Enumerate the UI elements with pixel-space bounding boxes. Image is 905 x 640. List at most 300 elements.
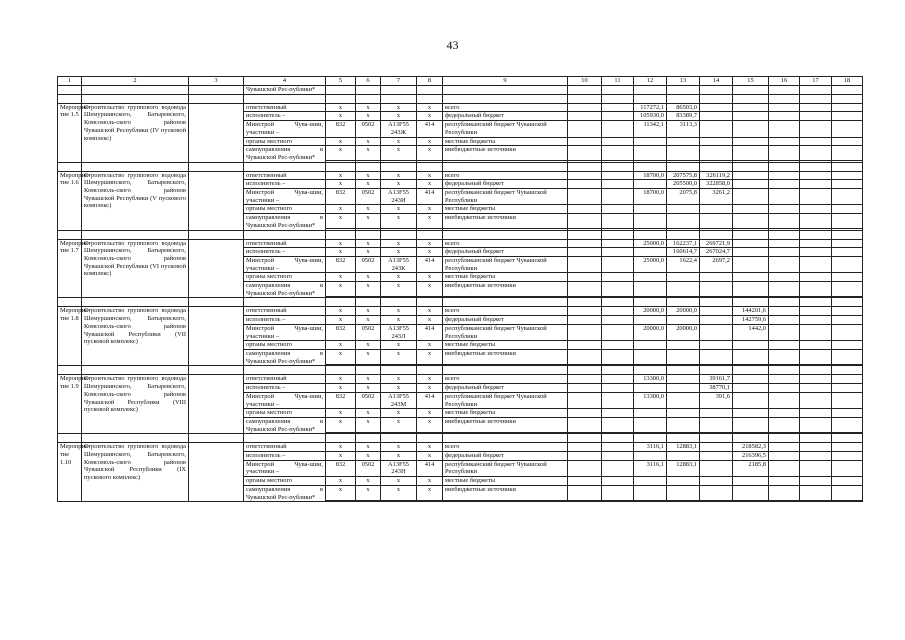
empty-cell	[800, 452, 832, 461]
empty-cell	[769, 282, 800, 297]
table-cell: x	[381, 282, 417, 297]
empty-cell	[634, 417, 667, 432]
table-cell: 0502	[356, 460, 381, 476]
table-cell: x	[356, 146, 381, 161]
empty-cell	[769, 443, 800, 452]
empty-cell	[667, 477, 700, 486]
empty-cell	[832, 146, 863, 161]
table-cell: x	[326, 417, 356, 432]
empty-cell	[769, 409, 800, 418]
table-cell: x	[417, 307, 443, 316]
table-cell: x	[326, 146, 356, 161]
table-cell	[667, 452, 700, 461]
empty-cell	[568, 434, 602, 443]
table-cell: x	[356, 103, 381, 112]
empty-cell	[700, 434, 733, 443]
empty-cell	[800, 189, 832, 205]
executor-line: исполнитель –	[244, 384, 326, 393]
table-cell	[700, 324, 733, 340]
table-cell: x	[381, 248, 417, 257]
empty-cell	[634, 366, 667, 375]
empty-cell	[667, 485, 700, 500]
table-cell: 25000,0	[634, 239, 667, 248]
source-republic: республиканский бюджет Чувашской Республики	[443, 392, 568, 408]
empty-cell	[769, 256, 800, 272]
empty-cell	[602, 214, 634, 229]
empty-cell	[733, 349, 769, 364]
empty-cell	[832, 205, 863, 214]
table-cell: x	[381, 171, 417, 180]
table-cell: 1442,0	[733, 324, 769, 340]
empty-cell	[568, 366, 602, 375]
table-cell	[733, 180, 769, 189]
empty-cell	[832, 409, 863, 418]
source-total: всего	[443, 239, 568, 248]
table-cell	[733, 248, 769, 257]
table-cell: 3116,1	[634, 443, 667, 452]
executor-line: исполнитель –	[244, 452, 326, 461]
empty-cell	[832, 256, 863, 272]
executor-line: ответственный	[244, 375, 326, 384]
executor-line: Минстрой Чува-шии, участники –	[244, 256, 326, 272]
empty-cell	[769, 103, 800, 112]
executor-line: органы местного	[244, 273, 326, 282]
empty-cell	[733, 485, 769, 500]
table-cell: x	[356, 112, 381, 121]
table-cell: 216396,5	[733, 452, 769, 461]
table-cell: x	[381, 375, 417, 384]
empty-cell	[568, 409, 602, 418]
empty-cell	[700, 366, 733, 375]
empty-cell	[667, 298, 700, 307]
empty-cell	[733, 214, 769, 229]
table-cell: x	[356, 273, 381, 282]
table-cell	[700, 121, 733, 137]
table-cell: x	[326, 180, 356, 189]
empty-cell	[189, 171, 244, 230]
empty-cell	[634, 273, 667, 282]
empty-cell	[832, 171, 863, 180]
empty-cell	[568, 103, 602, 112]
table-cell: x	[356, 485, 381, 500]
empty-cell	[568, 485, 602, 500]
empty-cell	[602, 417, 634, 432]
table-cell: x	[381, 180, 417, 189]
empty-cell	[568, 146, 602, 161]
table-cell: x	[356, 409, 381, 418]
empty-cell	[800, 384, 832, 393]
table-cell: x	[326, 477, 356, 486]
empty-cell	[667, 146, 700, 161]
empty-cell	[832, 434, 863, 443]
empty-cell	[602, 230, 634, 239]
column-number: 12	[634, 77, 667, 86]
empty-cell	[800, 230, 832, 239]
table-cell: 207575,8	[667, 171, 700, 180]
empty-cell	[769, 485, 800, 500]
empty-cell	[634, 298, 667, 307]
empty-cell	[634, 205, 667, 214]
spacer-row	[58, 298, 863, 307]
empty-cell	[634, 162, 667, 171]
empty-cell	[602, 375, 634, 384]
empty-cell	[602, 94, 634, 103]
table-cell: 38770,1	[700, 384, 733, 393]
empty-cell	[381, 434, 417, 443]
table-cell: x	[356, 452, 381, 461]
table-cell: x	[417, 443, 443, 452]
empty-cell	[381, 500, 417, 502]
empty-cell	[832, 248, 863, 257]
table-cell: 2075,8	[667, 189, 700, 205]
empty-cell	[58, 94, 82, 103]
table-cell: 12883,1	[667, 443, 700, 452]
empty-cell	[769, 452, 800, 461]
table-cell: x	[381, 146, 417, 161]
table-cell	[634, 316, 667, 325]
table-cell: 269721,9	[700, 239, 733, 248]
table-cell: x	[326, 349, 356, 364]
empty-cell	[800, 214, 832, 229]
executor-line: самоуправления в Чувашской Рес-публики*	[244, 349, 326, 365]
empty-cell	[733, 137, 769, 146]
table-cell: x	[356, 137, 381, 146]
empty-cell	[733, 341, 769, 350]
empty-cell	[58, 230, 82, 239]
column-number: 18	[832, 77, 863, 86]
empty-cell	[800, 103, 832, 112]
table-cell: x	[326, 485, 356, 500]
table-cell: x	[326, 103, 356, 112]
table-cell: 11342,1	[634, 121, 667, 137]
table-cell: 117272,1	[634, 103, 667, 112]
empty-cell	[356, 162, 381, 171]
empty-cell	[568, 189, 602, 205]
empty-cell	[832, 137, 863, 146]
empty-cell	[634, 146, 667, 161]
empty-cell	[443, 230, 568, 239]
table-cell: 20000,0	[634, 324, 667, 340]
empty-cell	[634, 485, 667, 500]
empty-cell	[568, 112, 602, 121]
table-cell: x	[356, 214, 381, 229]
table-cell	[733, 384, 769, 393]
empty-cell	[602, 409, 634, 418]
table-cell: 391,6	[700, 392, 733, 408]
empty-cell	[568, 375, 602, 384]
empty-cell	[832, 94, 863, 103]
continuation-row	[58, 86, 863, 95]
event-row-total	[58, 239, 863, 248]
empty-cell	[832, 298, 863, 307]
table-cell: 832	[326, 392, 356, 408]
empty-cell	[800, 477, 832, 486]
table-cell: 2697,2	[700, 256, 733, 272]
empty-cell	[568, 417, 602, 432]
table-cell: x	[417, 375, 443, 384]
empty-cell	[733, 282, 769, 297]
empty-cell	[443, 162, 568, 171]
executor-line: Минстрой Чува-шии, участники –	[244, 324, 326, 340]
empty-cell	[326, 94, 356, 103]
table-cell: 832	[326, 189, 356, 205]
table-cell: x	[356, 205, 381, 214]
empty-cell	[82, 94, 189, 103]
empty-cell	[634, 230, 667, 239]
empty-cell	[356, 86, 381, 95]
empty-cell	[667, 137, 700, 146]
empty-cell	[700, 273, 733, 282]
empty-cell	[568, 324, 602, 340]
empty-cell	[82, 86, 189, 95]
table-cell: 160614,7	[667, 248, 700, 257]
source-federal: федеральный бюджет	[443, 316, 568, 325]
empty-cell	[568, 239, 602, 248]
table-cell: 86503,0	[667, 103, 700, 112]
empty-cell	[602, 162, 634, 171]
empty-cell	[356, 230, 381, 239]
table-cell: x	[417, 180, 443, 189]
table-cell: x	[356, 349, 381, 364]
empty-cell	[189, 86, 244, 95]
column-number: 14	[700, 77, 733, 86]
empty-cell	[800, 409, 832, 418]
event-name: Строительство группового водовода Шемуршинского, Батыревского, Комсомоль-ского районов Чувашской Республики (IV пусковой комплекс)	[82, 103, 189, 162]
source-local: местные бюджеты	[443, 137, 568, 146]
table-cell: 322858,0	[700, 180, 733, 189]
empty-cell	[769, 417, 800, 432]
event-id: Мероприя-тие 1.6	[58, 171, 82, 230]
table-cell: x	[381, 214, 417, 229]
table-cell: x	[417, 349, 443, 364]
table-cell: 3261,2	[700, 189, 733, 205]
table-cell: x	[417, 273, 443, 282]
column-number: 16	[769, 77, 800, 86]
empty-cell	[568, 316, 602, 325]
table-cell: x	[381, 485, 417, 500]
empty-cell	[832, 86, 863, 95]
empty-cell	[244, 230, 326, 239]
empty-cell	[602, 273, 634, 282]
empty-cell	[832, 189, 863, 205]
table-cell	[733, 112, 769, 121]
empty-cell	[417, 230, 443, 239]
empty-cell	[634, 86, 667, 95]
empty-cell	[800, 324, 832, 340]
table-cell	[733, 392, 769, 408]
table-cell: 142759,6	[733, 316, 769, 325]
executor-line: исполнитель –	[244, 180, 326, 189]
empty-cell	[58, 86, 82, 95]
table-cell: x	[417, 477, 443, 486]
table-cell	[700, 112, 733, 121]
executor-line: Минстрой Чува-шии, участники –	[244, 121, 326, 137]
table-cell: x	[326, 282, 356, 297]
empty-cell	[244, 298, 326, 307]
table-cell	[733, 375, 769, 384]
empty-cell	[381, 366, 417, 375]
program-table	[57, 76, 863, 502]
empty-cell	[800, 162, 832, 171]
table-cell: x	[381, 349, 417, 364]
table-cell: x	[381, 452, 417, 461]
empty-cell	[700, 298, 733, 307]
empty-cell	[568, 137, 602, 146]
table-cell: x	[326, 171, 356, 180]
empty-cell	[700, 230, 733, 239]
target-article-code: А13F55 243К	[381, 256, 417, 272]
table-cell: x	[417, 239, 443, 248]
empty-cell	[800, 180, 832, 189]
empty-cell	[700, 349, 733, 364]
table-cell: x	[326, 205, 356, 214]
empty-cell	[832, 375, 863, 384]
empty-cell	[244, 434, 326, 443]
empty-cell	[602, 324, 634, 340]
table-cell: x	[381, 103, 417, 112]
empty-cell	[602, 189, 634, 205]
executor-line: ответственный	[244, 239, 326, 248]
source-local: местные бюджеты	[443, 341, 568, 350]
empty-cell	[82, 434, 189, 443]
empty-cell	[568, 248, 602, 257]
empty-cell	[602, 452, 634, 461]
empty-cell	[700, 282, 733, 297]
empty-cell	[769, 146, 800, 161]
table-cell: x	[356, 375, 381, 384]
table-cell: x	[417, 214, 443, 229]
table-cell: 39161,7	[700, 375, 733, 384]
executor-line: самоуправления в Чувашской Рес-публики*	[244, 146, 326, 162]
empty-cell	[602, 316, 634, 325]
table-cell: 0502	[356, 324, 381, 340]
spacer-row	[58, 162, 863, 171]
empty-cell	[602, 434, 634, 443]
table-cell: 414	[417, 189, 443, 205]
spacer-row	[58, 230, 863, 239]
table-cell	[700, 307, 733, 316]
table-cell: 832	[326, 324, 356, 340]
table-cell: 20000,0	[667, 307, 700, 316]
executor-line: ответственный	[244, 171, 326, 180]
empty-cell	[700, 417, 733, 432]
empty-cell	[58, 162, 82, 171]
column-number: 11	[602, 77, 634, 86]
target-article-code: А13F55 243Н	[381, 460, 417, 476]
table-cell: 414	[417, 121, 443, 137]
table-cell: 18700,0	[634, 171, 667, 180]
empty-cell	[189, 443, 244, 502]
table-cell	[733, 189, 769, 205]
empty-cell	[800, 392, 832, 408]
empty-cell	[733, 417, 769, 432]
empty-cell	[700, 214, 733, 229]
empty-cell	[733, 500, 769, 502]
empty-cell	[800, 460, 832, 476]
empty-cell	[800, 417, 832, 432]
table-cell: 832	[326, 256, 356, 272]
empty-cell	[381, 230, 417, 239]
empty-cell	[417, 366, 443, 375]
table-cell: x	[417, 384, 443, 393]
empty-cell	[769, 392, 800, 408]
column-number: 8	[417, 77, 443, 86]
table-cell: 20000,0	[634, 307, 667, 316]
source-total: всего	[443, 171, 568, 180]
empty-cell	[667, 162, 700, 171]
empty-cell	[769, 384, 800, 393]
empty-cell	[800, 273, 832, 282]
table-cell: x	[326, 307, 356, 316]
column-number: 5	[326, 77, 356, 86]
empty-cell	[832, 112, 863, 121]
table-cell: x	[326, 452, 356, 461]
executor-line: Минстрой Чува-шии, участники –	[244, 392, 326, 408]
source-local: местные бюджеты	[443, 409, 568, 418]
table-cell: 414	[417, 324, 443, 340]
empty-cell	[769, 434, 800, 443]
page-number: 43	[446, 38, 459, 52]
source-local: местные бюджеты	[443, 273, 568, 282]
source-federal: федеральный бюджет	[443, 384, 568, 393]
executor-line: самоуправления в Чувашской Рес-публики*	[244, 282, 326, 298]
table-cell: x	[417, 341, 443, 350]
table-cell: x	[356, 316, 381, 325]
table-cell: x	[356, 417, 381, 432]
empty-cell	[443, 94, 568, 103]
table-cell: 267024,7	[700, 248, 733, 257]
source-total: всего	[443, 443, 568, 452]
empty-cell	[733, 409, 769, 418]
event-name: Строительство группового водовода Шемуршинского, Батыревского, Комсомоль-ского районов Чувашской Республики (VII пусковой комплекс)	[82, 307, 189, 366]
table-cell: 3116,1	[634, 460, 667, 476]
source-total: всего	[443, 375, 568, 384]
column-number: 2	[82, 77, 189, 86]
table-cell: x	[326, 112, 356, 121]
empty-cell	[602, 137, 634, 146]
source-federal: федеральный бюджет	[443, 112, 568, 121]
empty-cell	[602, 171, 634, 180]
empty-cell	[634, 341, 667, 350]
event-id: Мероприя-тие 1.10	[58, 443, 82, 502]
empty-cell	[667, 282, 700, 297]
empty-cell	[832, 273, 863, 282]
empty-cell	[602, 239, 634, 248]
empty-cell	[769, 171, 800, 180]
empty-cell	[602, 103, 634, 112]
source-federal: федеральный бюджет	[443, 180, 568, 189]
empty-cell	[667, 409, 700, 418]
empty-cell	[800, 137, 832, 146]
table-cell: 832	[326, 460, 356, 476]
column-number-row	[58, 77, 863, 86]
empty-cell	[602, 282, 634, 297]
table-cell: x	[417, 409, 443, 418]
empty-cell	[568, 94, 602, 103]
empty-cell	[832, 452, 863, 461]
empty-cell	[769, 121, 800, 137]
executor-line: исполнитель –	[244, 112, 326, 121]
empty-cell	[769, 366, 800, 375]
empty-cell	[832, 485, 863, 500]
empty-cell	[769, 205, 800, 214]
event-row-total	[58, 375, 863, 384]
table-cell: x	[381, 417, 417, 432]
source-local: местные бюджеты	[443, 477, 568, 486]
empty-cell	[700, 477, 733, 486]
empty-cell	[832, 180, 863, 189]
executor-line: ответственный	[244, 103, 326, 112]
